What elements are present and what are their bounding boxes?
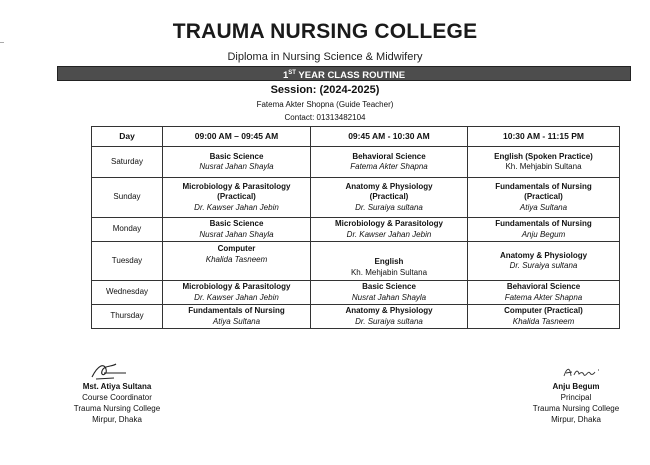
table-header-row bbox=[92, 127, 620, 147]
subject-name: Fundamentals of Nursing bbox=[495, 181, 592, 191]
teacher-name: Fatema Akter Shapna bbox=[504, 292, 583, 302]
class-cell bbox=[468, 218, 620, 242]
subject-qualifier: (Practical) bbox=[369, 192, 409, 202]
subject-name: Microbiology & Parasitology bbox=[334, 219, 443, 228]
class-cell bbox=[468, 147, 620, 178]
teacher-name: Dr. Kawser Jahan Jebin bbox=[194, 292, 279, 302]
class-cell bbox=[163, 218, 311, 242]
table-row bbox=[92, 147, 620, 178]
contact-info: Contact: 01313482104 bbox=[284, 113, 366, 122]
teacher-name: Kh. Mehjabin Sultana bbox=[350, 267, 428, 277]
banner-ordinal-suffix: ST bbox=[288, 70, 296, 76]
principal-signature-icon bbox=[560, 364, 610, 380]
day-cell: Tuesday bbox=[92, 242, 163, 281]
teacher-name: Atiya Sultana bbox=[519, 202, 568, 212]
banner-ordinal: 1 bbox=[282, 70, 289, 81]
day-cell: Wednesday bbox=[92, 281, 163, 305]
class-cell bbox=[311, 218, 468, 242]
principal-place: Mirpur, Dhaka bbox=[551, 415, 601, 424]
column-header-day: Day bbox=[92, 127, 163, 147]
subject-qualifier: (Practical) bbox=[524, 192, 563, 202]
subject-name: Microbiology & Parasitology bbox=[182, 282, 291, 291]
subject-name: Basic Science bbox=[209, 219, 264, 228]
teacher-name: Nusrat Jahan Shayla bbox=[351, 292, 427, 302]
class-cell bbox=[163, 242, 311, 281]
table-row bbox=[92, 242, 620, 281]
subject-name: Anatomy & Physiology bbox=[499, 250, 588, 260]
table-row bbox=[92, 281, 620, 305]
subject-name: Behavioral Science bbox=[352, 151, 426, 161]
banner-text: YEAR CLASS ROUTINE bbox=[295, 70, 406, 81]
teacher-name: Dr. Suraiya sultana bbox=[355, 202, 423, 212]
class-cell bbox=[163, 305, 311, 329]
subject-qualifier: (Practical) bbox=[217, 192, 256, 202]
class-cell bbox=[311, 178, 468, 218]
table-row bbox=[92, 178, 620, 218]
class-cell bbox=[163, 178, 311, 218]
subject-name: Microbiology & Parasitology bbox=[182, 181, 291, 191]
table-row bbox=[92, 305, 620, 329]
subject-name: Anatomy & Physiology bbox=[345, 306, 433, 315]
principal-role: Principal bbox=[560, 393, 592, 402]
day-cell: Sunday bbox=[92, 178, 163, 218]
subject-name: Anatomy & Physiology bbox=[345, 181, 433, 191]
coordinator-signature-icon bbox=[86, 361, 130, 381]
principal-signature-block bbox=[501, 381, 650, 425]
teacher-name: Dr. Suraiya sultana bbox=[509, 261, 578, 270]
teacher-name: Khalida Tasneem bbox=[512, 316, 575, 326]
class-cell bbox=[468, 281, 620, 305]
coordinator-role: Course Coordinator bbox=[82, 393, 152, 402]
principal-name: Anju Begum bbox=[552, 382, 600, 391]
subject-name: Basic Science bbox=[209, 151, 264, 161]
coordinator-org: Trauma Nursing College bbox=[73, 404, 161, 413]
coordinator-signature-block bbox=[42, 381, 192, 425]
class-cell bbox=[311, 281, 468, 305]
teacher-name: Dr. Kawser Jahan Jebin bbox=[194, 202, 279, 212]
routine-banner bbox=[57, 66, 631, 81]
teacher-name: Atiya Sultana bbox=[212, 316, 261, 326]
teacher-name: Kh. Mehjabin Sultana bbox=[505, 162, 582, 171]
teacher-name: Dr. Suraiya sultana bbox=[355, 316, 423, 326]
subject-name: Behavioral Science bbox=[506, 282, 581, 291]
day-cell: Thursday bbox=[92, 305, 163, 329]
subject-name: English bbox=[374, 257, 404, 266]
class-cell bbox=[163, 281, 311, 305]
day-cell: Saturday bbox=[92, 147, 163, 178]
teacher-name: Dr. Kawser Jahan Jebin bbox=[346, 229, 432, 239]
class-cell bbox=[311, 147, 468, 178]
principal-org: Trauma Nursing College bbox=[532, 404, 620, 413]
program-subtitle: Diploma in Nursing Science & Midwifery bbox=[227, 51, 423, 63]
subject-name: Computer bbox=[217, 244, 256, 253]
column-header-slot-1: 09:00 AM – 09:45 AM bbox=[163, 127, 311, 147]
column-header-slot-3: 10:30 AM - 11:15 PM bbox=[468, 127, 620, 147]
subject-name: Fundamentals of Nursing bbox=[188, 306, 285, 315]
teacher-name: Nusrat Jahan Shayla bbox=[199, 229, 274, 239]
teacher-name: Fatema Akter Shapna bbox=[350, 162, 428, 171]
class-cell bbox=[468, 305, 620, 329]
subject-name: Computer (Practical) bbox=[504, 306, 583, 315]
teacher-name: Anju Begum bbox=[521, 229, 566, 239]
subject-name: Basic Science bbox=[362, 282, 416, 291]
guide-teacher: Fatema Akter Shopna (Guide Teacher) bbox=[256, 100, 394, 109]
college-title: TRAUMA NURSING COLLEGE bbox=[172, 20, 478, 43]
coordinator-place: Mirpur, Dhaka bbox=[92, 415, 142, 424]
class-cell bbox=[311, 242, 468, 281]
class-routine-table bbox=[91, 126, 620, 329]
class-cell bbox=[468, 242, 620, 281]
class-cell bbox=[468, 178, 620, 218]
class-cell bbox=[311, 305, 468, 329]
teacher-name: Nusrat Jahan Shayla bbox=[199, 162, 274, 171]
subject-name: Fundamentals of Nursing bbox=[495, 219, 592, 228]
session-label: Session: (2024-2025) bbox=[270, 84, 380, 96]
subject-name: English (Spoken Practice) bbox=[494, 151, 593, 161]
coordinator-name: Mst. Atiya Sultana bbox=[82, 382, 152, 391]
teacher-name: Khalida Tasneem bbox=[205, 254, 268, 264]
class-cell bbox=[163, 147, 311, 178]
day-cell: Monday bbox=[92, 218, 163, 242]
table-row bbox=[92, 218, 620, 242]
column-header-slot-2: 09:45 AM - 10:30 AM bbox=[311, 127, 468, 147]
